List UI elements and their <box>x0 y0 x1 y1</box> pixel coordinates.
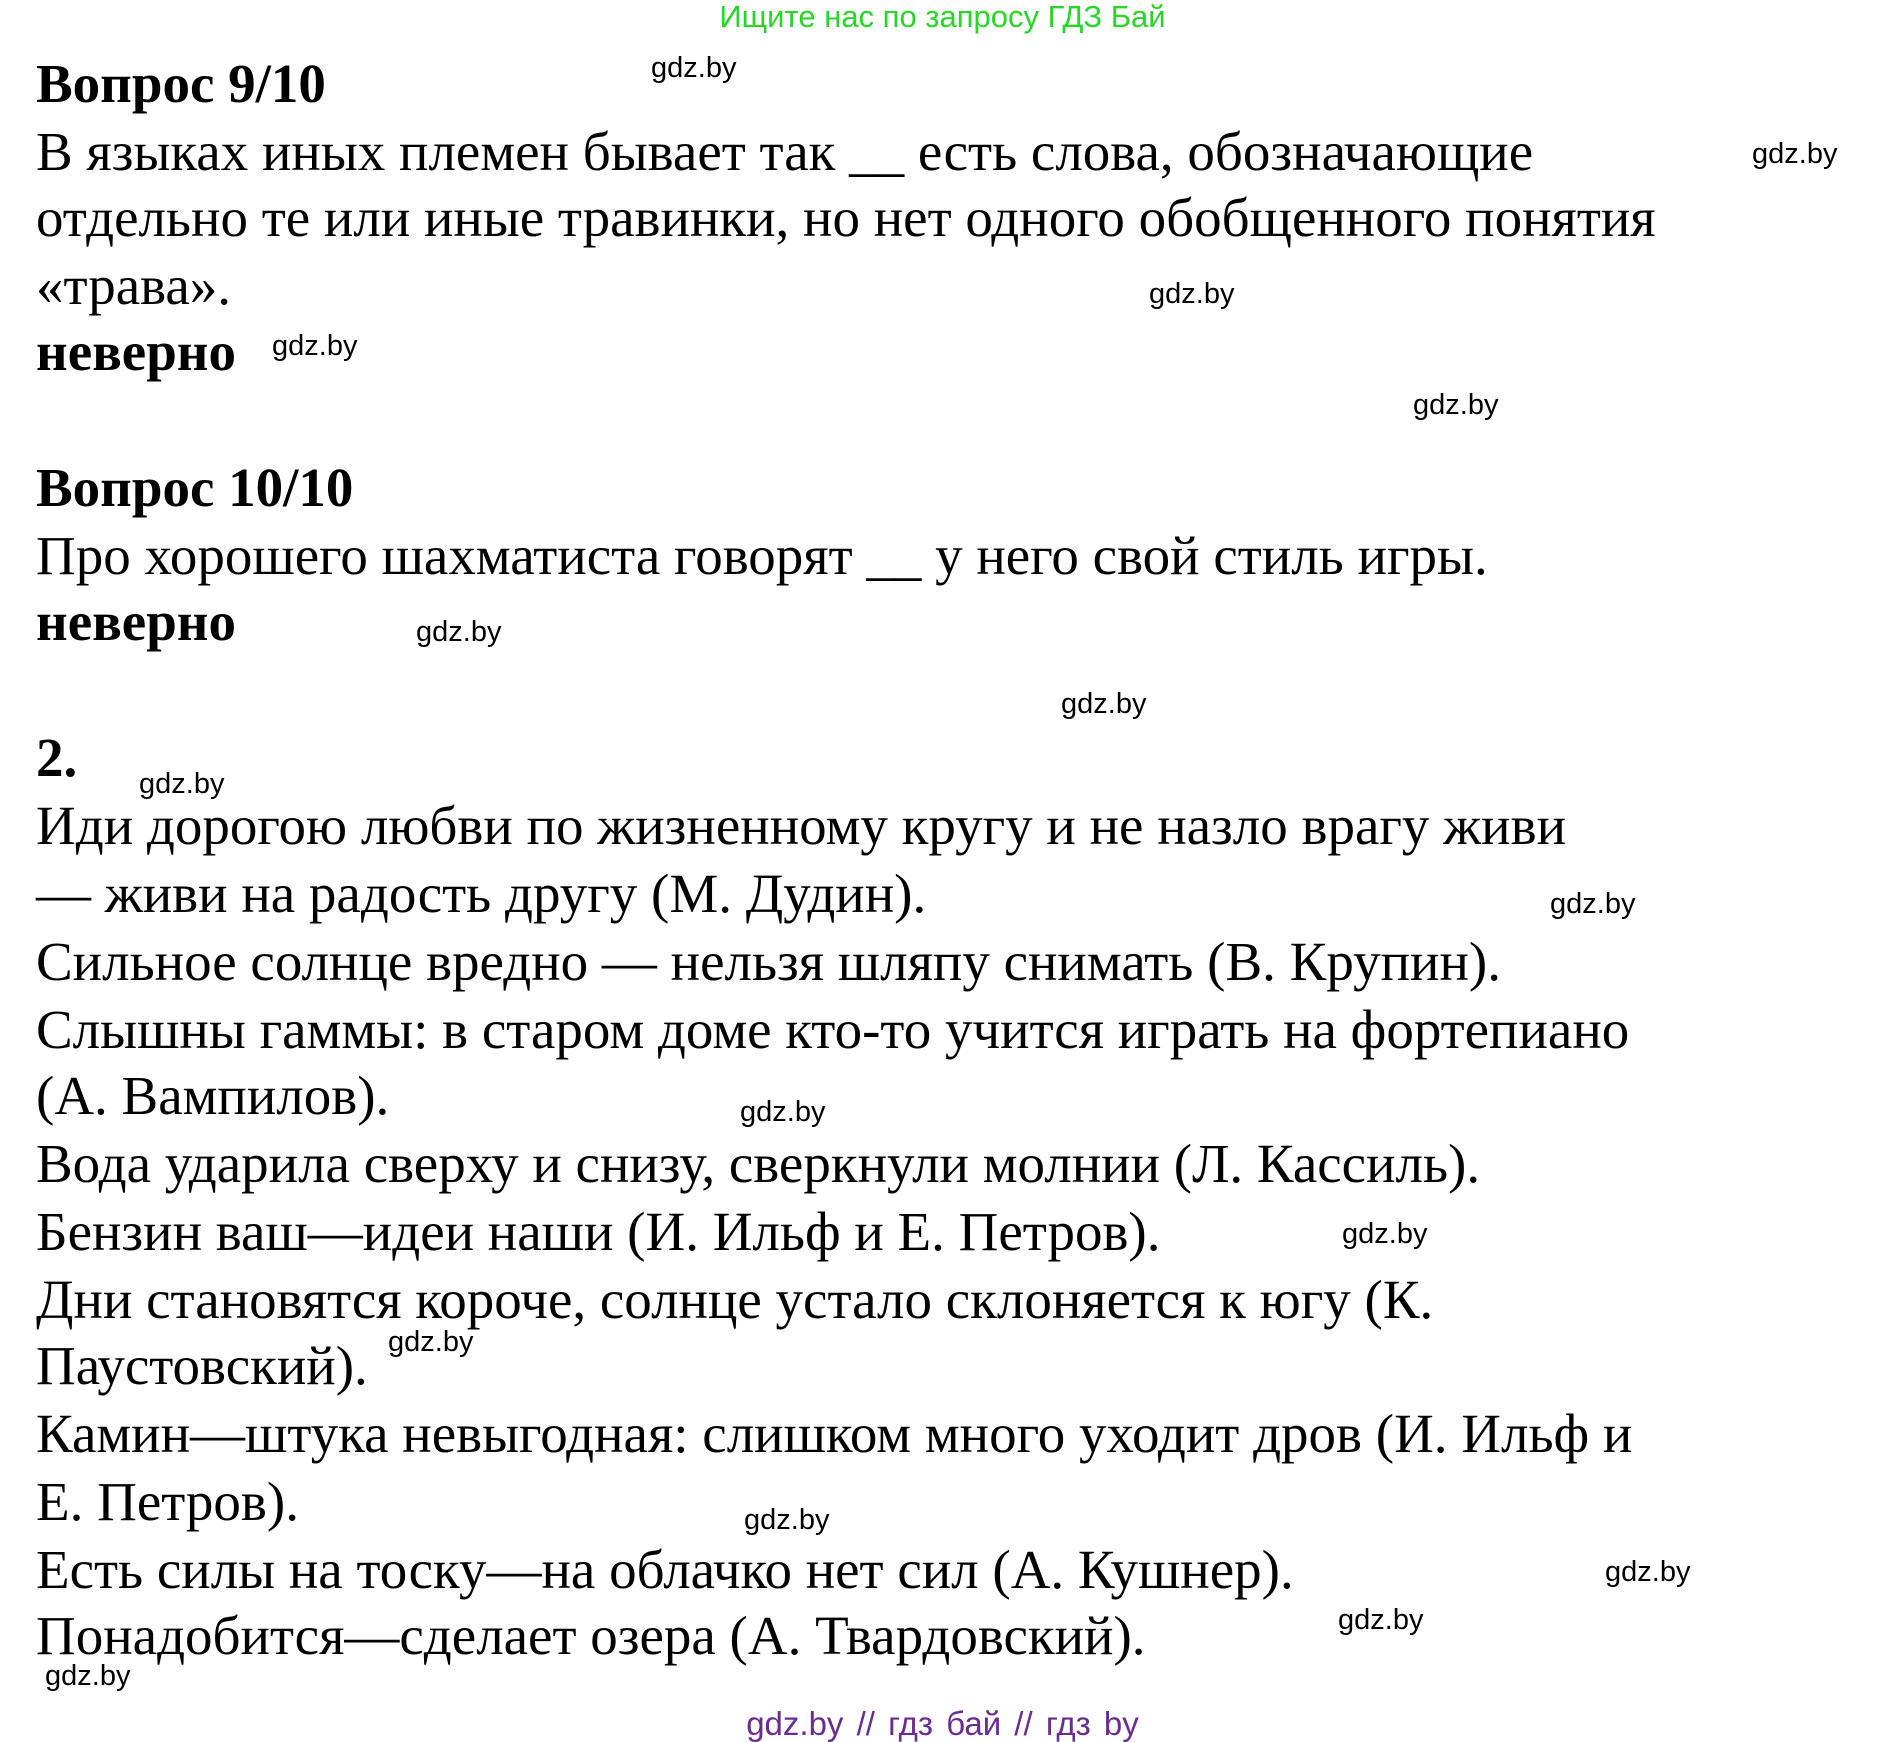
task-2-line-5: (А. Вампилов). <box>36 1065 390 1126</box>
question-9-title: Вопрос 9/10 <box>36 53 326 114</box>
task-2-line-1: Иди дорогою любви по жизненному кругу и не назло врагу живи <box>36 795 1567 856</box>
question-9-answer: неверно <box>36 321 236 382</box>
task-2-line-10: Камин—штука невыгодная: слишком много уходит дров (И. Ильф и <box>36 1403 1633 1464</box>
watermark: gdz.by <box>1605 1556 1691 1588</box>
watermark: gdz.by <box>740 1096 826 1128</box>
watermark: gdz.by <box>272 330 358 362</box>
task-2-line-3: Сильное солнце вредно — нельзя шляпу снимать (В. Крупин). <box>36 931 1501 992</box>
watermark: gdz.by <box>1342 1218 1428 1250</box>
watermark: gdz.by <box>1413 389 1499 421</box>
question-9-line-3: «трава». <box>36 255 232 316</box>
watermark: gdz.by <box>139 768 225 800</box>
watermark: gdz.by <box>744 1504 830 1536</box>
task-2-line-12: Есть силы на тоску—на облачко нет сил (А. Кушнер). <box>36 1539 1294 1600</box>
task-2-number: 2. <box>36 727 78 788</box>
top-banner: Ищите нас по запросу ГДЗ Бай <box>719 0 1166 34</box>
watermark: gdz.by <box>1149 278 1235 310</box>
watermark: gdz.by <box>388 1326 474 1358</box>
question-9-line-1: В языках иных племен бывает так __ есть слова, обозначающие <box>36 121 1534 182</box>
watermark: gdz.by <box>416 616 502 648</box>
task-2-line-2: — живи на радость другу (М. Дудин). <box>36 863 927 924</box>
task-2-line-13: Понадобится—сделает озера (А. Твардовский). <box>36 1605 1146 1666</box>
question-10-line-1: Про хорошего шахматиста говорят __ у него свой стиль игры. <box>36 525 1488 586</box>
watermark: gdz.by <box>1338 1604 1424 1636</box>
watermark: gdz.by <box>1550 888 1636 920</box>
question-10-title: Вопрос 10/10 <box>36 457 354 518</box>
task-2-line-9: Паустовский). <box>36 1335 368 1396</box>
task-2-line-4: Слышны гаммы: в старом доме кто-то учится играть на фортепиано <box>36 999 1630 1060</box>
task-2-line-7: Бензин ваш—идеи наши (И. Ильф и Е. Петров). <box>36 1201 1161 1262</box>
task-2-line-8: Дни становятся короче, солнце устало склоняется к югу (К. <box>36 1269 1434 1330</box>
task-2-line-11: Е. Петров). <box>36 1471 299 1532</box>
task-2-line-6: Вода ударила сверху и снизу, сверкнули молнии (Л. Кассиль). <box>36 1133 1481 1194</box>
question-10-answer: неверно <box>36 591 236 652</box>
footer-links: gdz.by // гдз бай // гдз by <box>746 1705 1139 1742</box>
watermark: gdz.by <box>1752 138 1838 170</box>
watermark: gdz.by <box>45 1660 131 1692</box>
watermark: gdz.by <box>651 52 737 84</box>
watermark: gdz.by <box>1061 688 1147 720</box>
question-9-line-2: отдельно те или иные травинки, но нет одного обобщенного понятия <box>36 187 1656 248</box>
